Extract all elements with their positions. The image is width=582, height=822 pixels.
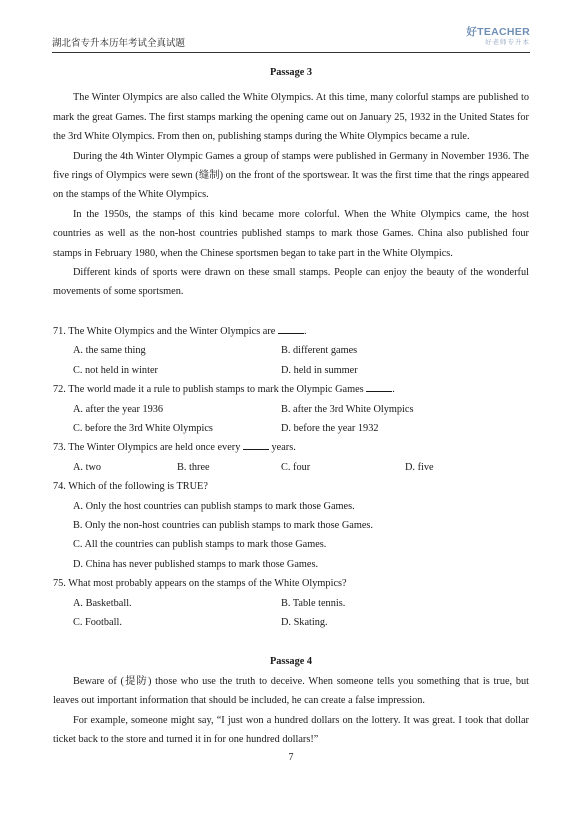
page-header: [52, 26, 530, 53]
answer-blank: [366, 381, 392, 392]
logo-main-text: 好TEACHER: [466, 26, 530, 38]
option-c: C. before the 3rd White Olympics: [73, 422, 213, 434]
options-row: [53, 594, 529, 613]
brand-logo: [466, 26, 530, 47]
question-71: [53, 322, 529, 341]
question-74: 74. Which of the following is TRUE?: [53, 481, 208, 493]
option-b: B. Only the non-host countries can publish stamps to mark those Games.: [73, 519, 373, 531]
option-d: D. held in summer: [281, 364, 358, 376]
question-stem-end: .: [303, 325, 307, 337]
options-row: [53, 361, 529, 380]
question-75: 75. What most probably appears on the stamps of the White Olympics?: [53, 578, 347, 590]
answer-blank: [278, 323, 304, 334]
option-a: A. Only the host countries can publish stamps to mark those Games.: [73, 500, 355, 512]
option-d: D. five: [405, 461, 434, 473]
passage-4-paragraph: Beware of (提防) those who use the truth to deceive. When someone tells you something that is true, but leaves out important information that should be included, he can create a false impression.: [53, 675, 529, 707]
option-c: C. not held in winter: [73, 364, 158, 376]
options-row: [53, 555, 529, 574]
options-row: [53, 535, 529, 554]
option-b: B. after the 3rd White Olympics: [281, 403, 414, 415]
answer-blank: [243, 439, 269, 450]
passage-3-heading: Passage 3: [269, 67, 313, 78]
option-d: D. China has never published stamps to mark those Games.: [73, 558, 319, 570]
option-a: A. two: [73, 461, 102, 473]
option-a: A. after the year 1936: [73, 403, 164, 415]
options-row: [53, 341, 529, 360]
question-stem-end: .: [392, 384, 395, 396]
passage-3-paragraph: During the 4th Winter Olympic Games a group of stamps were published in Germany in November 1936. The five rings of Olympics were sewn (缝制) on the front of the sportswear. It was the first time that the rings appeared on the stamps of the White Olympics.: [53, 150, 529, 201]
passage-3-paragraph: Different kinds of sports were drawn on these small stamps. People can enjoy the beauty of the wonderful movements of some sportsmen.: [53, 267, 529, 298]
option-d: D. Skating.: [281, 616, 328, 628]
question-stem-end: years.: [268, 442, 296, 454]
option-c: C. Football.: [73, 616, 122, 628]
option-d: D. before the year 1932: [281, 422, 379, 434]
passage-4-paragraph: For example, someone might say, “I just won a hundred dollars on the lottery. It was great. I took that dollar ticket back to the store and turned it in for one hundred dollars!”: [53, 714, 529, 745]
passage-4-heading: Passage 4: [269, 656, 313, 668]
option-c: C. four: [281, 461, 311, 473]
page-number: 7: [288, 752, 294, 763]
options-row: [53, 516, 529, 535]
question-stem: 72. The world made it a rule to publish stamps to mark the Olympic Games: [53, 384, 367, 396]
option-b: B. different games: [281, 345, 358, 357]
question-stem: 73. The Winter Olympics are held once every: [53, 442, 243, 454]
question-72: [53, 380, 529, 399]
logo-subtitle: 好老师专升本: [485, 38, 530, 46]
options-row: [53, 497, 529, 516]
question-stem: 71. The White Olympics and the Winter Olympics are: [53, 325, 278, 337]
options-row: [53, 400, 529, 419]
passage-3-paragraph: The Winter Olympics are also called the White Olympics. At this time, many colorful stamps are published to mark the great Games. The first stamps marking the opening came out on January 25, 1932 in the United States for the 3rd White Olympics. From then on, publishing stamps during the White Olympics became a rule.: [53, 92, 529, 143]
options-row: [53, 613, 529, 632]
passage-3-paragraph: In the 1950s, the stamps of this kind became more colorful. When the White Olympics came, the host countries as well as the non-host countries published stamps to mark those Games. China also published four stamps in February 1980, when the Chinese sportsmen began to take part in the White Olympics.: [53, 208, 529, 259]
header-title: 湖北省专升本历年考试全真试题: [52, 38, 186, 49]
option-a: A. Basketball.: [73, 597, 132, 609]
page-content: [53, 63, 529, 749]
options-row: [53, 458, 529, 477]
option-c: C. All the countries can publish stamps to mark those Games.: [73, 539, 327, 551]
question-73: [53, 438, 529, 457]
options-row: [53, 419, 529, 438]
option-b: B. three: [177, 461, 210, 473]
option-b: B. Table tennis.: [281, 597, 346, 609]
option-a: A. the same thing: [73, 345, 146, 357]
